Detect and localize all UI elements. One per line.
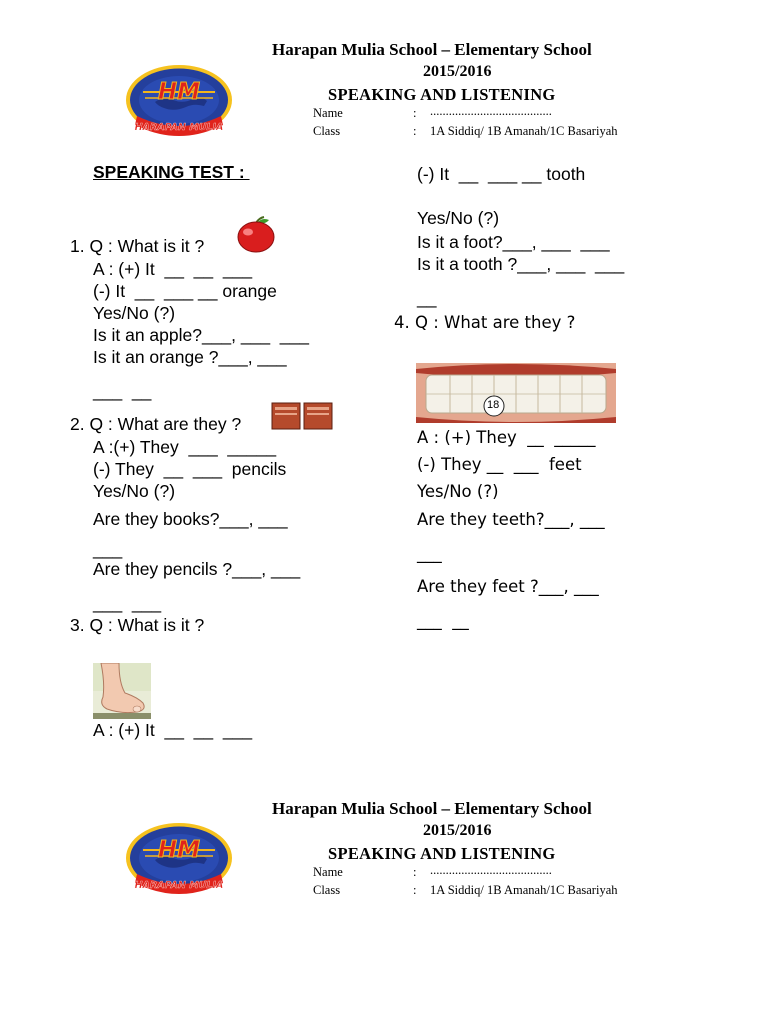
name-label-2: Name — [313, 865, 343, 879]
q3-tooth-cont: __ — [417, 288, 437, 308]
q4-yes-no: Yes/No (?) — [417, 482, 499, 501]
school-name: Harapan Mulia School – Elementary School — [272, 40, 592, 59]
teeth-icon — [416, 363, 616, 428]
q1-answer-negative: (-) It __ ___ __ orange — [93, 281, 277, 301]
q2-question: 2. Q : What are they ? — [70, 414, 242, 434]
q3-answer-positive: A : (+) It __ __ ___ — [93, 720, 253, 740]
q1-yes-no: Yes/No (?) — [93, 303, 176, 323]
name-field-2[interactable]: ....................................... — [430, 863, 552, 877]
harapan-mulia-logo-icon — [123, 62, 235, 142]
name-label: Name — [313, 106, 343, 120]
class-label-2: Class — [313, 883, 341, 897]
school-year-2: 2015/2016 — [423, 822, 492, 839]
teeth-number-label: 18 — [487, 399, 500, 411]
q4-teeth-cont: ___ — [417, 544, 442, 563]
name-field[interactable]: ....................................... — [430, 104, 552, 118]
class-colon-2: : — [413, 883, 417, 897]
q3-tooth: Is it a tooth ?___, ___ ___ — [417, 254, 625, 274]
test-title: SPEAKING AND LISTENING — [328, 85, 556, 104]
apple-icon — [234, 216, 278, 259]
q1-orange: Is it an orange ?___, ___ — [93, 347, 287, 367]
q1-orange-cont: ___ __ — [93, 381, 152, 401]
name-colon-2: : — [413, 865, 417, 879]
q3-question: 3. Q : What is it ? — [70, 615, 205, 635]
section-title: SPEAKING TEST : — [93, 162, 250, 182]
q1-apple: Is it an apple?___, ___ ___ — [93, 325, 310, 345]
foot-icon — [93, 663, 151, 724]
q2-books: Are they books?___, ___ — [93, 509, 288, 529]
name-colon: : — [413, 106, 417, 120]
class-value-2: 1A Siddiq/ 1B Amanah/1C Basariyah — [430, 883, 618, 897]
school-logo-2 — [123, 820, 235, 900]
test-title-2: SPEAKING AND LISTENING — [328, 844, 556, 863]
class-colon: : — [413, 124, 417, 138]
q1-answer-positive: A : (+) It __ __ ___ — [93, 259, 253, 279]
q3-foot: Is it a foot?___, ___ ___ — [417, 232, 610, 252]
q2-answer-negative: (-) They __ ___ pencils — [93, 459, 287, 479]
q4-feet-cont: ___ __ — [417, 611, 469, 630]
school-name-2: Harapan Mulia School – Elementary School — [272, 799, 592, 818]
harapan-mulia-logo-icon — [123, 820, 235, 900]
q1-question: 1. Q : What is it ? — [70, 236, 205, 256]
q3-yes-no: Yes/No (?) — [417, 208, 500, 228]
q2-pencils-cont: ___ ___ — [93, 593, 162, 613]
q3-answer-negative: (-) It __ ___ __ tooth — [417, 164, 586, 184]
q2-answer-positive: A :(+) They ___ _____ — [93, 437, 277, 457]
q4-teeth: Are they teeth?___, ___ — [417, 510, 605, 529]
class-value: 1A Siddiq/ 1B Amanah/1C Basariyah — [430, 124, 618, 138]
q2-yes-no: Yes/No (?) — [93, 481, 176, 501]
q4-answer-positive: A : (+) They __ _____ — [417, 428, 596, 447]
q2-pencils: Are they pencils ?___, ___ — [93, 559, 301, 579]
q4-feet: Are they feet ?___, ___ — [417, 577, 599, 596]
q2-books-cont: ___ — [93, 539, 123, 559]
q4-question: 4. Q : What are they ? — [394, 313, 576, 332]
class-label: Class — [313, 124, 341, 138]
books-icon — [271, 401, 333, 436]
school-year: 2015/2016 — [423, 63, 492, 80]
q4-answer-negative: (-) They __ ___ feet — [417, 455, 582, 474]
school-logo-1 — [123, 62, 235, 142]
